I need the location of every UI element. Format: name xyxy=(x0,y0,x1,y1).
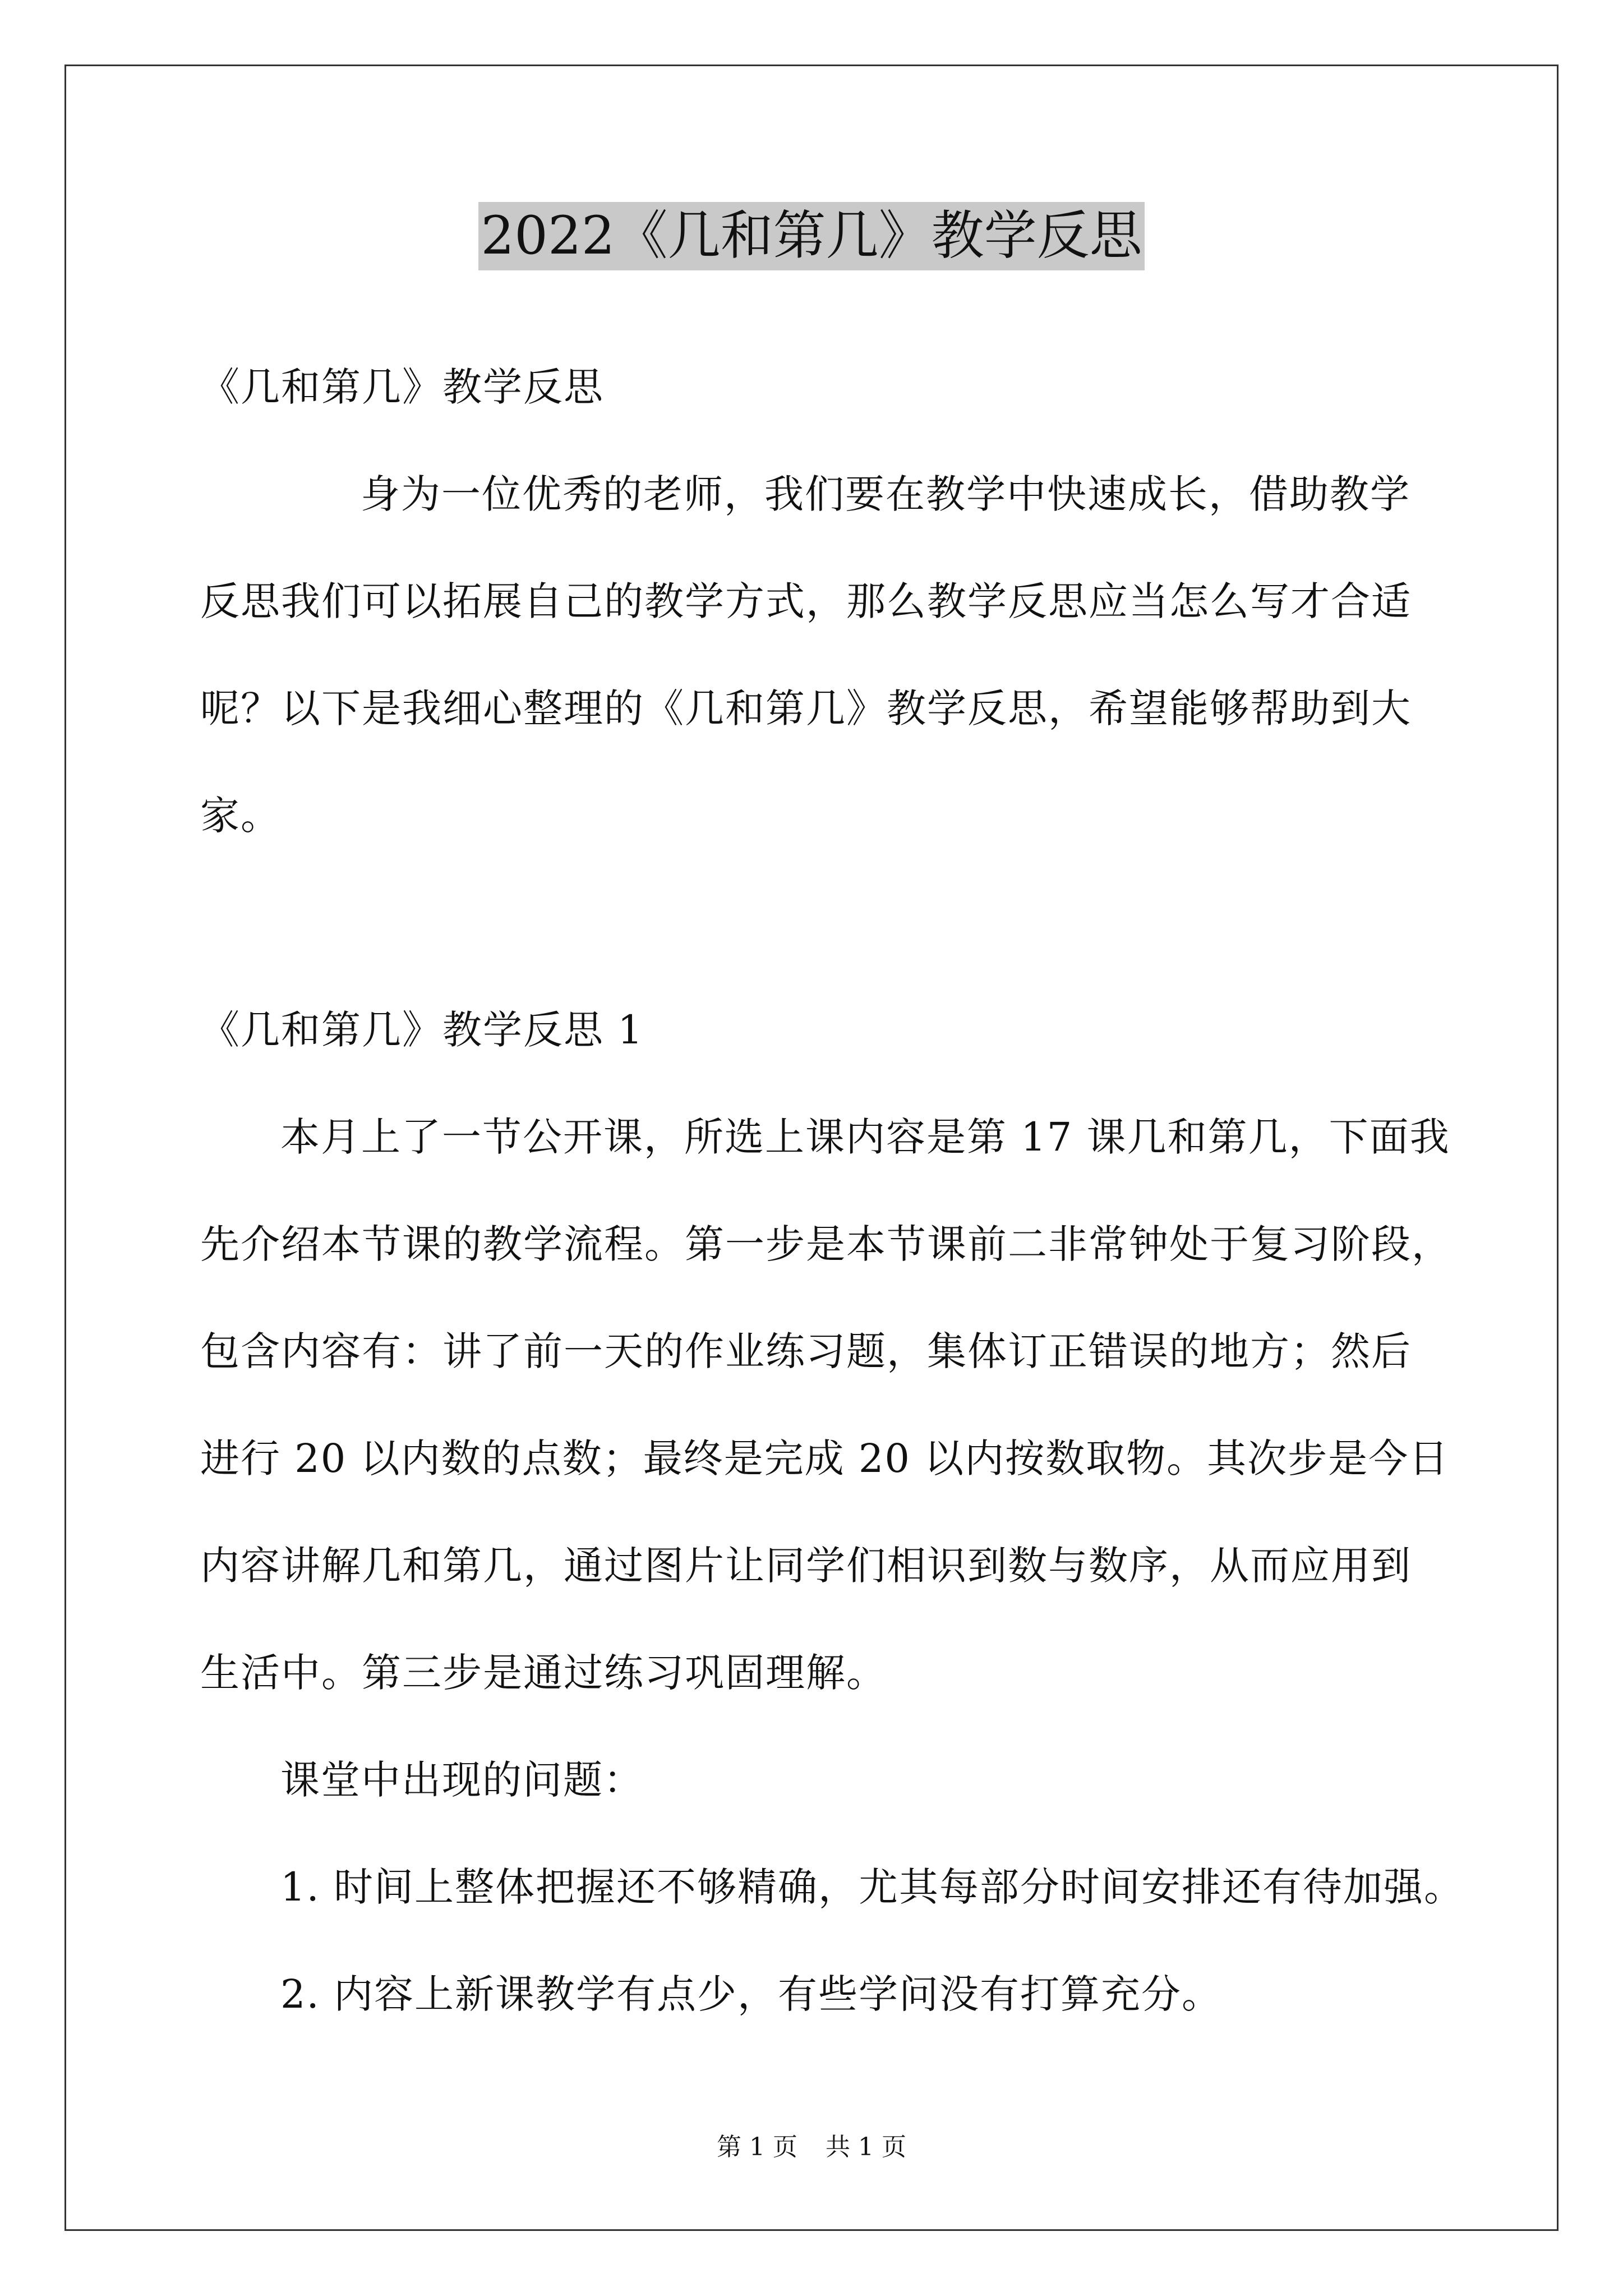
problems-heading: 课堂中出现的问题： xyxy=(280,1757,644,1803)
body-line: 进行 20 以内数的点数；最终是完成 20 以内按数取物。其次步是今日 xyxy=(200,1435,1450,1481)
body-line: 包含内容有：讲了前一天的作业练习题，集体订正错误的地方；然后 xyxy=(200,1328,1412,1374)
body-line: 本月上了一节公开课，所选上课内容是第 17 课几和第几，下面我 xyxy=(280,1114,1450,1160)
page-number-current: 第 1 页 xyxy=(717,2133,797,2161)
body-line: 先介绍本节课的教学流程。第一步是本节课前二非常钟处于复习阶段， xyxy=(200,1221,1452,1267)
page-number-total: 共 1 页 xyxy=(826,2133,906,2161)
intro-line: 反思我们可以拓展自己的教学方式，那么教学反思应当怎么写才合适 xyxy=(200,578,1412,624)
section-heading: 《几和第几》教学反思 1 xyxy=(200,1007,644,1053)
problem-item: 1. 时间上整体把握还不够精确，尤其每部分时间安排还有待加强。 xyxy=(280,1864,1465,1910)
document-title: 2022《几和第几》教学反思 xyxy=(478,202,1144,270)
subtitle: 《几和第几》教学反思 xyxy=(200,364,604,410)
blank-line xyxy=(200,869,1456,977)
page-footer xyxy=(0,2131,1623,2164)
title-container xyxy=(0,202,1623,270)
body-line: 内容讲解几和第几，通过图片让同学们相识到数与数序，从而应用到 xyxy=(200,1543,1412,1589)
intro-line: 呢？以下是我细心整理的《几和第几》教学反思，希望能够帮助到大 xyxy=(200,685,1412,731)
problem-item: 2. 内容上新课教学有点少，有些学问没有打算充分。 xyxy=(280,1971,1223,2017)
intro-line: 身为一位优秀的老师，我们要在教学中快速成长，借助教学 xyxy=(361,471,1410,517)
body-line: 生活中。第三步是通过练习巩固理解。 xyxy=(200,1650,887,1696)
intro-line: 家。 xyxy=(200,793,281,839)
document-body xyxy=(200,334,1465,2048)
